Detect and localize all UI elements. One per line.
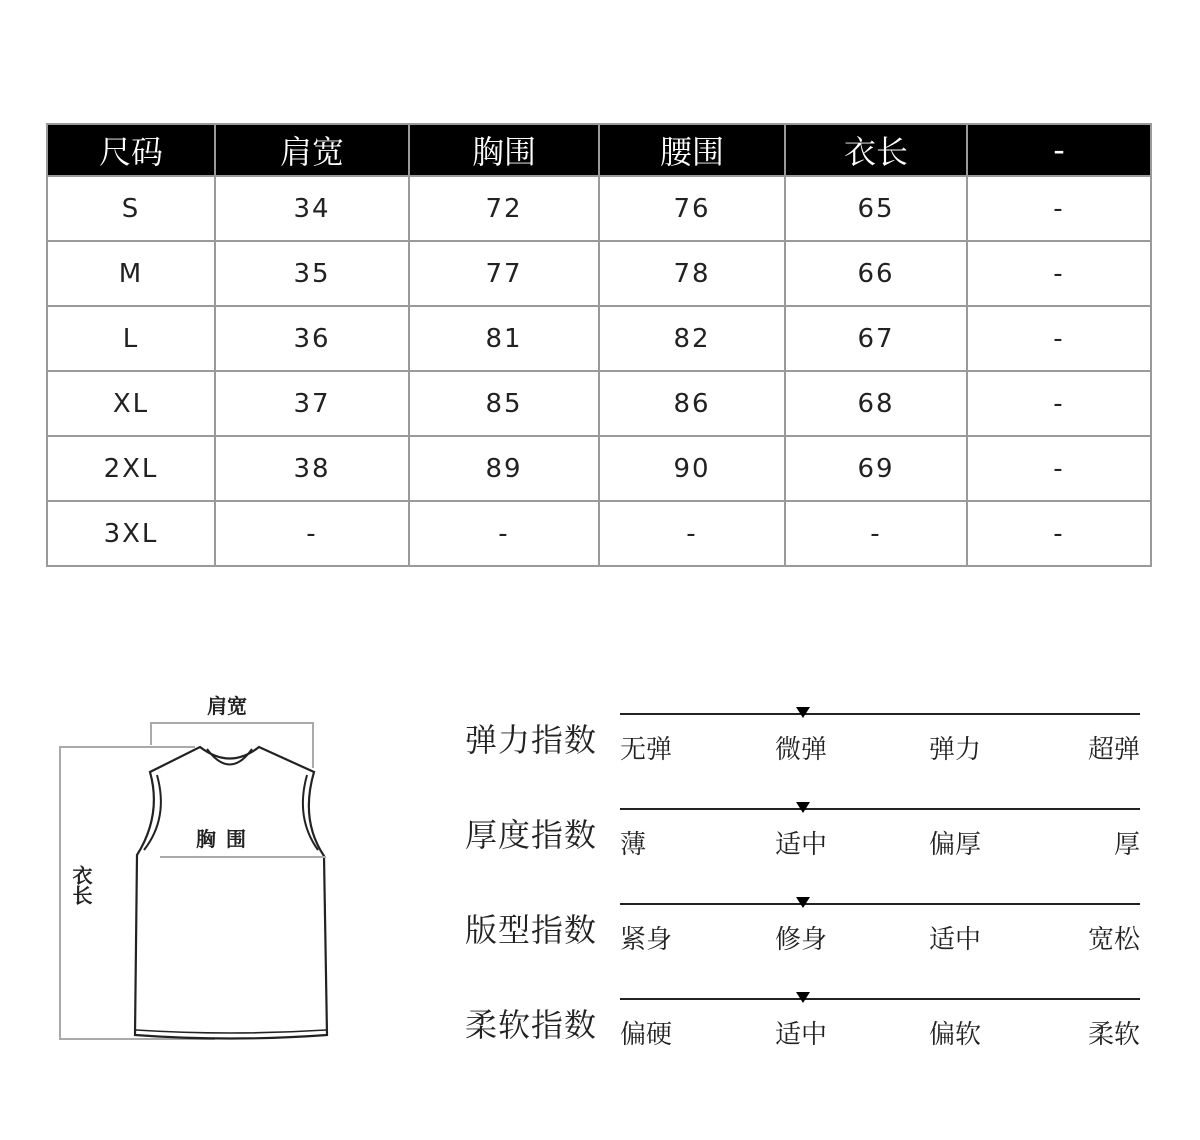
cell-chest: 77 <box>409 241 599 306</box>
index-option: 微弹 <box>775 735 828 765</box>
cell-chest: 72 <box>409 176 599 241</box>
cell-length: - <box>785 501 967 566</box>
header-length: 衣长 <box>785 124 967 176</box>
index-title: 厚度指数 <box>465 816 598 854</box>
selected-marker-icon <box>796 897 810 908</box>
cell-extra: - <box>967 501 1151 566</box>
shoulder-width-label: 肩宽 <box>207 694 247 718</box>
index-option: 超弹 <box>1087 735 1140 765</box>
index-scale-line <box>620 903 1140 905</box>
size-row <box>47 436 1151 501</box>
cell-waist: 82 <box>599 306 785 371</box>
cell-chest: 81 <box>409 306 599 371</box>
index-scale-line <box>620 808 1140 810</box>
size-table-header <box>47 124 1151 176</box>
cell-length: 66 <box>785 241 967 306</box>
header-waist: 腰围 <box>599 124 785 176</box>
cell-shoulder: 34 <box>215 176 409 241</box>
index-option: 修身 <box>775 925 828 955</box>
cell-extra: - <box>967 371 1151 436</box>
size-table <box>46 123 1152 567</box>
index-option: 紧身 <box>620 925 673 955</box>
index-scale-line <box>620 998 1140 1000</box>
cell-extra: - <box>967 241 1151 306</box>
size-row <box>47 501 1151 566</box>
size-row <box>47 371 1151 436</box>
cell-waist: 90 <box>599 436 785 501</box>
index-option: 无弹 <box>620 735 673 765</box>
cell-size: M <box>47 241 215 306</box>
index-option: 偏厚 <box>929 830 982 860</box>
index-option: 厚 <box>1113 830 1140 860</box>
cell-chest: 89 <box>409 436 599 501</box>
selected-marker-icon <box>796 707 810 718</box>
index-title: 柔软指数 <box>465 1006 598 1044</box>
cell-waist: 78 <box>599 241 785 306</box>
index-option: 适中 <box>929 925 982 955</box>
size-row <box>47 241 1151 306</box>
cell-length: 65 <box>785 176 967 241</box>
index-option: 宽松 <box>1087 925 1140 955</box>
size-row <box>47 176 1151 241</box>
cell-extra: - <box>967 436 1151 501</box>
cell-shoulder: - <box>215 501 409 566</box>
index-option: 适中 <box>775 830 828 860</box>
cell-size: 3XL <box>47 501 215 566</box>
cell-shoulder: 36 <box>215 306 409 371</box>
index-option: 柔软 <box>1087 1020 1140 1050</box>
index-option: 弹力 <box>929 735 982 765</box>
length-label: 衣长 <box>69 865 93 905</box>
cell-waist: - <box>599 501 785 566</box>
cell-size: XL <box>47 371 215 436</box>
cell-shoulder: 35 <box>215 241 409 306</box>
cell-shoulder: 38 <box>215 436 409 501</box>
cell-chest: 85 <box>409 371 599 436</box>
header-extra: - <box>967 124 1151 176</box>
cell-length: 67 <box>785 306 967 371</box>
cell-extra: - <box>967 306 1151 371</box>
size-row <box>47 306 1151 371</box>
header-size: 尺码 <box>47 124 215 176</box>
header-chest: 胸围 <box>409 124 599 176</box>
index-option: 偏软 <box>929 1020 982 1050</box>
tank-top-outline <box>135 747 327 1039</box>
index-scale-line <box>620 713 1140 715</box>
size-table-body <box>47 176 1151 566</box>
chest-label: 胸围 <box>196 827 256 851</box>
cell-extra: - <box>967 176 1151 241</box>
cell-size: S <box>47 176 215 241</box>
selected-marker-icon <box>796 802 810 813</box>
cell-size: 2XL <box>47 436 215 501</box>
index-option: 薄 <box>620 830 647 860</box>
cell-size: L <box>47 306 215 371</box>
cell-waist: 76 <box>599 176 785 241</box>
cell-length: 69 <box>785 436 967 501</box>
index-option: 适中 <box>775 1020 828 1050</box>
index-option: 偏硬 <box>620 1020 673 1050</box>
cell-shoulder: 37 <box>215 371 409 436</box>
index-title: 弹力指数 <box>465 721 598 759</box>
header-shoulder: 肩宽 <box>215 124 409 176</box>
cell-waist: 86 <box>599 371 785 436</box>
header-row <box>47 124 1151 176</box>
index-title: 版型指数 <box>465 911 598 949</box>
selected-marker-icon <box>796 992 810 1003</box>
cell-length: 68 <box>785 371 967 436</box>
cell-chest: - <box>409 501 599 566</box>
